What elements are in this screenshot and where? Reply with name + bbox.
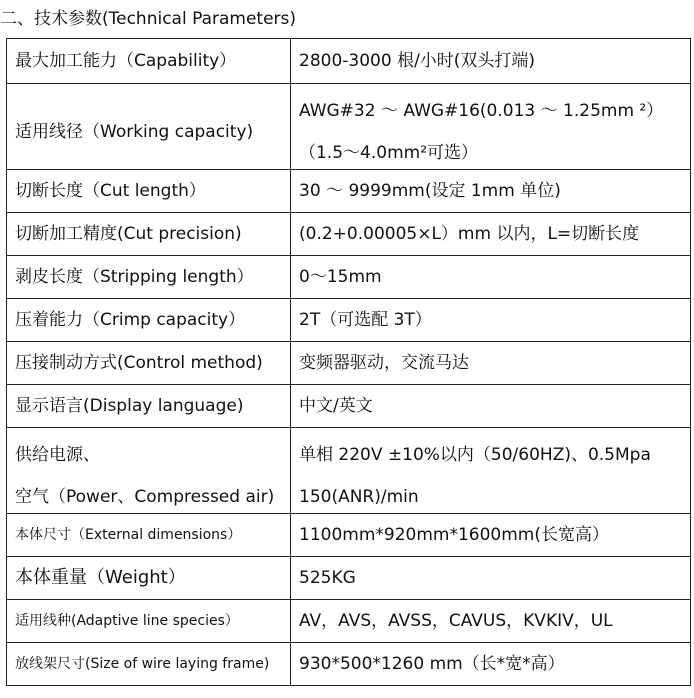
- param-label-adaptive-line-species: 适用线种(Adaptive line species）: [7, 600, 291, 643]
- param-label-crimp-capacity: 压着能力（Crimp capacity）: [7, 299, 291, 342]
- param-value-display-language: 中文/英文: [291, 385, 691, 428]
- param-label-weight: 本体重量（Weight）: [7, 557, 291, 600]
- table-row: [7, 256, 691, 299]
- table-row: [7, 342, 691, 385]
- table-row: [7, 600, 691, 643]
- table-row: [7, 514, 691, 557]
- table-row: [7, 170, 691, 213]
- table-row: [7, 557, 691, 600]
- param-label-wire-frame-size: 放线架尺寸(Size of wire laying frame): [7, 643, 291, 686]
- value-line: （1.5～4.0mm²可选）: [299, 143, 479, 163]
- value-line: 单相 220V ±10%以内（50/60HZ)、0.5Mpa: [299, 445, 651, 465]
- table-row: [7, 385, 691, 428]
- table-row: [7, 39, 691, 84]
- param-value-cut-precision: (0.2+0.00005×L）mm 以内，L=切断长度: [291, 213, 691, 256]
- param-value-adaptive-line-species: AV，AVS，AVSS，CAVUS，KVKIV，UL: [291, 600, 691, 643]
- table-row: [7, 643, 691, 686]
- param-label-display-language: 显示语言(Display language): [7, 385, 291, 428]
- param-value-crimp-capacity: 2T（可选配 3T）: [291, 299, 691, 342]
- param-label-cut-precision: 切断加工精度(Cut precision): [7, 213, 291, 256]
- section-title: 二、技术参数(Technical Parameters): [0, 9, 297, 29]
- param-value-power-air: [291, 428, 691, 514]
- param-label-power-air: [7, 428, 291, 514]
- param-label-working-capacity: 适用线径（Working capacity): [7, 84, 291, 170]
- param-label-external-dimensions: 本体尺寸（External dimensions）: [7, 514, 291, 557]
- param-label-capability: 最大加工能力（Capability）: [7, 39, 291, 84]
- label-line: 供给电源、: [15, 445, 100, 465]
- table-row: [7, 213, 691, 256]
- param-value-wire-frame-size: 930*500*1260 mm（长*宽*高）: [291, 643, 691, 686]
- param-label-control-method: 压接制动方式(Control method): [7, 342, 291, 385]
- param-value-capability: 2800-3000 根/小时(双头打端): [291, 39, 691, 84]
- table-row: [7, 428, 691, 514]
- value-line: 150(ANR)/min: [299, 487, 419, 507]
- label-line: 空气（Power、Compressed air): [15, 487, 275, 507]
- value-line: AWG#32 ～ AWG#16(0.013 ～ 1.25mm ²）: [299, 101, 664, 121]
- param-value-weight: 525KG: [291, 557, 691, 600]
- technical-parameters-table: [6, 38, 691, 686]
- table-row: [7, 299, 691, 342]
- param-value-working-capacity: [291, 84, 691, 170]
- param-value-stripping-length: 0～15mm: [291, 256, 691, 299]
- param-value-external-dimensions: 1100mm*920mm*1600mm(长宽高）: [291, 514, 691, 557]
- param-value-cut-length: 30 ～ 9999mm(设定 1mm 单位): [291, 170, 691, 213]
- param-value-control-method: 变频器驱动，交流马达: [291, 342, 691, 385]
- param-label-cut-length: 切断长度（Cut length）: [7, 170, 291, 213]
- param-label-stripping-length: 剥皮长度（Stripping length）: [7, 256, 291, 299]
- table-row: [7, 84, 691, 170]
